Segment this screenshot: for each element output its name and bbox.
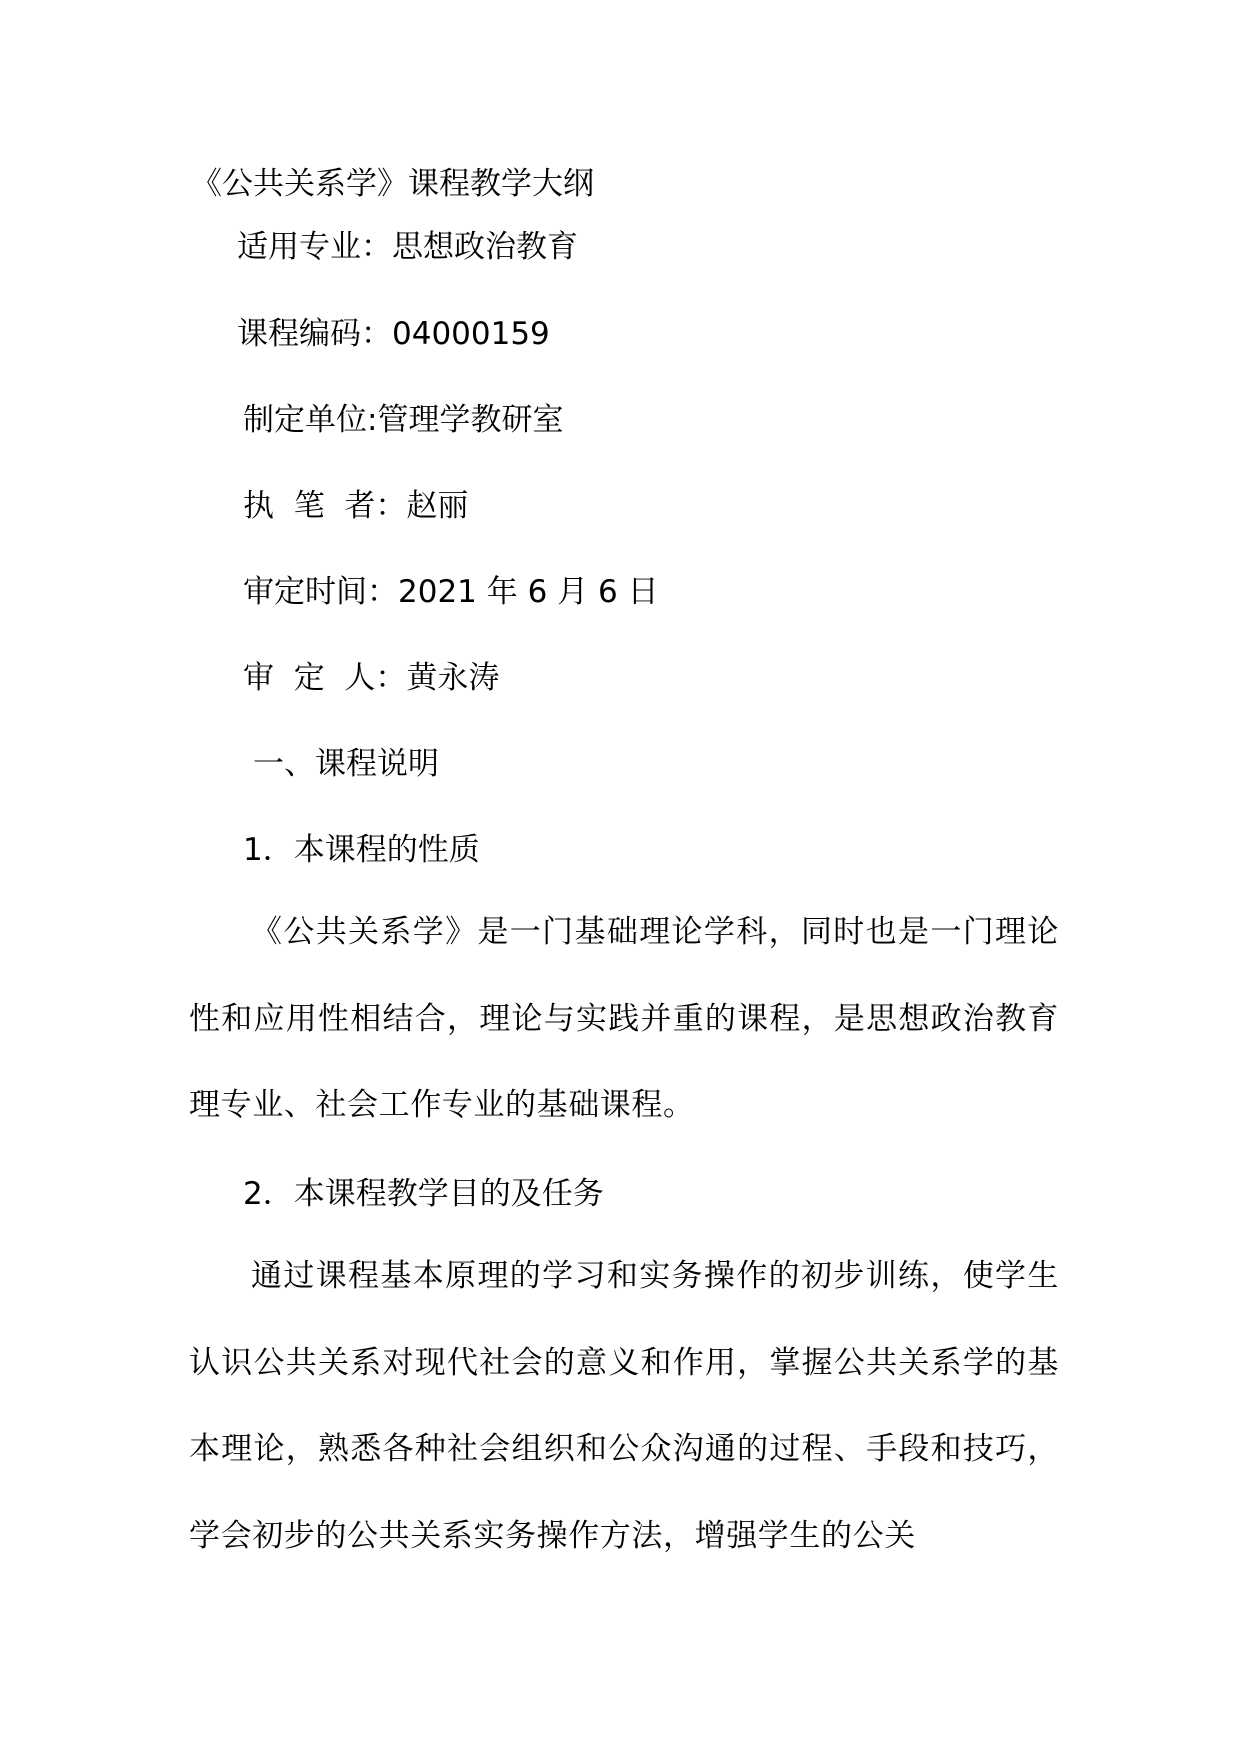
subsection-heading-purpose: 2．本课程教学目的及任务 [243,1176,604,1212]
paragraph-nature: 《公共关系学》是一门基础理论学科，同时也是一门理论性和应用性相结合，理论与实践并重的课程，是思想政治教育理专业、社会工作专业的基础课程。 [189,914,1059,1123]
meta-course-code: 课程编码：04000159 [237,316,550,352]
meta-author: 执 笔 者：赵丽 [243,488,469,524]
meta-unit: 制定单位:管理学教研室 [243,402,564,438]
paragraph-purpose: 通过课程基本原理的学习和实务操作的初步训练，使学生认识公共关系对现代社会的意义和作用，掌握公共关系学的基本理论，熟悉各种社会组织和公众沟通的过程、手段和技巧，学会初步的公共关系实务操作方法，增强学生的公关 [189,1258,1059,1554]
meta-reviewer: 审 定 人：黄永涛 [243,660,500,696]
document-title: 《公共关系学》课程教学大纲 [191,166,594,202]
subsection-heading-nature: 1．本课程的性质 [243,832,480,868]
section-heading: 一、课程说明 [253,746,439,782]
meta-review-date: 审定时间：2021 年 6 月 6 日 [243,574,659,610]
meta-major: 适用专业：思想政治教育 [237,229,578,265]
